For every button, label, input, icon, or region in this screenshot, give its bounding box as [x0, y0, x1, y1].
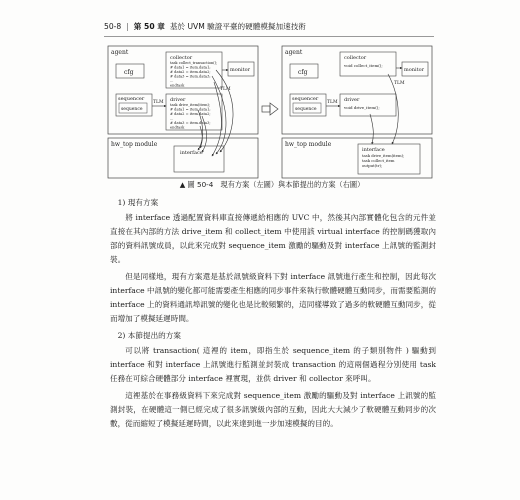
- paragraph: 這裡基於在事務級資料下來完成對 sequence_item 激勵的驅動及對 interface 上訊號的監測封裝，在硬體這一側已經完成了很多訊號級內部的互動，因此大大減少了軟硬體互動同步的次數，從而縮短了模擬延遲時間，以此來達到進一步加速模擬的目的。: [110, 391, 436, 428]
- right-tlm-label-1: TLM: [394, 81, 405, 86]
- right-diagram: [282, 46, 432, 178]
- right-monitor-label: monitor: [404, 67, 424, 73]
- left-collector-code-line: # data1 = item.data1;: [170, 65, 211, 70]
- right-tlm-label-2: TLM: [327, 100, 338, 105]
- left-driver-code: [170, 103, 212, 130]
- header-separator: |: [126, 21, 129, 31]
- left-monitor-label: monitor: [230, 67, 250, 73]
- right-cfg-label: cfg: [298, 69, 308, 76]
- figure-caption: ▲ 圖 50-4 現有方案（左圖）與本節提出的方案（右圖）: [179, 180, 365, 189]
- right-driver-code: void drive_item();: [344, 105, 380, 110]
- left-interface-label: interface: [180, 150, 203, 156]
- body-text: [110, 196, 436, 434]
- left-tlm-label-2: TLM: [153, 100, 164, 105]
- left-collector-code: [170, 61, 218, 88]
- left-hw-top-label: hw_top module: [111, 141, 158, 148]
- section-heading-existing: 1) 現有方案: [117, 198, 159, 207]
- paragraph: 可以將 transaction( 這裡的 item，即指生於 sequence_item 的子類別物件 ) 驅動到 interface 和對 interface 上訊號進行監測並封裝成 transaction 的這兩個過程分別使用 task 任務在可綜合硬體部分 interface 裡實現，並供 driver 和 collector 來呼叫。: [110, 346, 436, 383]
- paragraph: 將 interface 透過配置資料庫直接傳遞給相應的 UVC 中，然後其內部實體化包含的元件並直接在其內部的方法 drive_item 和 collect_item 中使用該 virtual interface 的控制碼獲取內部的資料訊號成員，以此來完成對 sequence_item 激勵的驅動及對 interface 上訊號的監測封裝。: [110, 213, 436, 264]
- paragraph: 但是同樣地，現有方案還是基於訊號級資料下對 interface 訊號進行產生和控制，因此每次 interface 中訊號的變化都可能需要產生相應的同步事件來執行軟體硬體互動同步，而需要監測的 interface 上的資料通訊埠訊號的變化也是比較頻繁的，這同樣導致了過多的軟硬體互動同步，從而增加了模擬延遲時間。: [110, 272, 436, 323]
- right-interface-code: [362, 153, 406, 168]
- right-driver-label: driver: [344, 97, 360, 103]
- left-driver-label: driver: [170, 97, 186, 103]
- left-collector-interface-arrow: [216, 70, 233, 152]
- left-collector-code-line: # data2 = item.data2;: [170, 70, 211, 74]
- right-driver-interface-arrow: [370, 114, 373, 144]
- page-header: [104, 18, 434, 34]
- left-collector-code-line: endtask: [170, 83, 185, 88]
- right-interface-code-line: output(tr);: [362, 163, 383, 168]
- left-collector-code-line: task collect_transaction();: [170, 61, 218, 65]
- left-driver-code-line: # data3 = item.data3;: [170, 121, 211, 125]
- left-driver-code-line: endtask: [170, 125, 185, 130]
- left-driver-code-line: task drive_item(item);: [170, 103, 211, 107]
- right-collector-label: collector: [344, 55, 367, 61]
- left-sequence-label: sequence: [121, 107, 143, 112]
- transition-arrow: [262, 103, 278, 115]
- chapter-title: 基於 UVM 驗證平臺的硬體模擬加速技術: [169, 21, 306, 31]
- left-diagram: [108, 46, 258, 178]
- right-sequencer-label: sequencer: [292, 96, 319, 102]
- right-collector-code: void collect_item();: [344, 63, 383, 68]
- architecture-figure: [102, 40, 438, 180]
- left-cfg-label: cfg: [124, 69, 134, 76]
- right-agent-label: agent: [285, 49, 303, 56]
- header-rule: [104, 36, 434, 37]
- right-interface-code-line: task drive_item(item);: [362, 153, 405, 158]
- right-hw-top-label: hw_top module: [285, 141, 332, 148]
- left-collector-code-line: # data3 = item.data3;: [170, 74, 211, 79]
- right-interface-label: interface: [362, 147, 385, 153]
- left-driver-code-line: # data1 = item.data1;: [170, 107, 211, 112]
- left-collector-code-line: ...: [170, 79, 174, 83]
- right-interface-code-line: task collect_item: [362, 158, 395, 163]
- left-collector-label: collector: [170, 55, 193, 61]
- left-sequencer-label: sequencer: [118, 96, 145, 102]
- left-driver-code-line: ...: [170, 116, 174, 121]
- chapter-label: 第 50 章: [133, 21, 165, 31]
- page-number: 50-8: [104, 21, 122, 31]
- section-heading-proposed: 2) 本節提出的方案: [117, 331, 181, 340]
- left-driver-code-line: # data2 = item.data2;: [170, 112, 211, 116]
- left-tlm-label-1: TLM: [220, 87, 231, 92]
- left-agent-label: agent: [111, 49, 129, 56]
- right-sequence-label: sequence: [295, 107, 317, 112]
